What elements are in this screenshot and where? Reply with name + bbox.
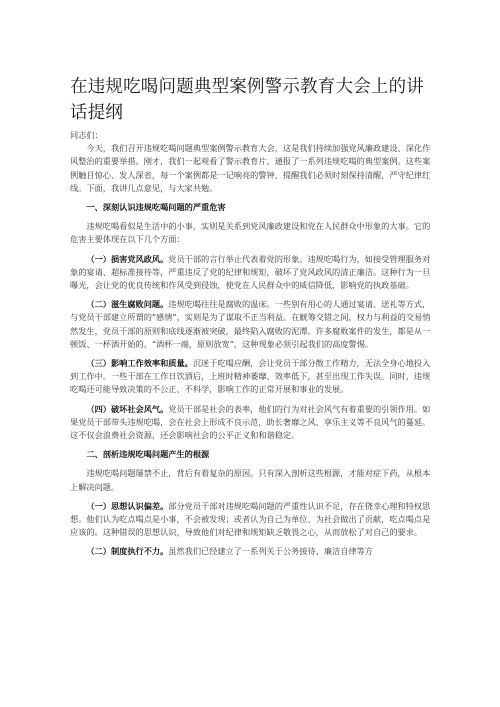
item-label: （四）破坏社会风气。 (86, 403, 169, 414)
section-1-item-2 (70, 298, 433, 351)
salutation: 同志们： (70, 130, 103, 140)
item-text: 违规吃喝往往是腐败的温床。一些别有用心的人通过宴请、送礼等方式，与党员干部建立所谓的“感情”，实则是为了谋取不正当利益。在觥筹交错之间，权力与利益的交易悄然发生，党员干部的原则和底线逐渐被突破，最终陷入腐败的泥潭。许多腐败案件的发生，都是从一顿饭、一杯酒开始的，“酒杯一端，原则放宽”，这种现象必须引起我们的高度警惕。 (70, 299, 431, 349)
section-1-item-1 (70, 253, 433, 293)
item-label: （二）滋生腐败问题。 (86, 299, 169, 310)
section-2-item-2 (70, 545, 433, 558)
section-2-lead: 违规吃喝问题屡禁不止，背后有着复杂的原因。只有深入剖析这些根源，才能对症下药，从根本上解决问题。 (70, 468, 431, 492)
item-text: 虽然我们已经建立了一系列关于公务接待、廉洁自律等方 (168, 546, 373, 557)
section-1-lead: 违规吃喝看似是生活中的小事，实则是关系到党风廉政建设和党在人民群众中形象的大事。它的危害主要体现在以下几个方面： (70, 221, 431, 245)
item-text: 党员干部的言行举止代表着党的形象。违规吃喝行为，如接受管理服务对象的宴请、超标准接待等，严重违反了党的纪律和规矩，破坏了党风政风的清正廉洁。这种行为一旦曝光，会让党的优良传统和作风受到侵蚀，使党在人民群众中的威信降低，影响党的执政基础。 (70, 253, 431, 291)
section-1-item-4 (70, 403, 433, 443)
item-label: （一）思想认识偏差。 (86, 500, 169, 511)
item-label: （三）影响工作效率和质量。 (86, 358, 193, 369)
item-text: 部分党员干部对违规吃喝问题的严重性认识不足，存在侥幸心理和特权思想。他们认为吃点喝点是小事，不会被发现；或者认为自己为单位、为社会做出了贡献，吃点喝点是应该的。这种错误的思想认识，导致他们对纪律和规矩缺乏敬畏之心，从而放松了对自己的要求。 (70, 500, 431, 538)
section-1-heading: 一、深刻认识违规吃喝问题的严重危害 (86, 202, 226, 213)
document-title: 在违规吃喝问题典型案例警示教育大会上的讲话提纲 (70, 77, 424, 123)
item-label: （一）损害党风政风。 (86, 253, 169, 264)
item-text: 党员干部是社会的表率，他们的行为对社会风气有着重要的引领作用。如果党员干部带头违规吃喝，会在社会上形成不良示范，助长奢靡之风、享乐主义等不良风气的蔓延。这不仅会浪费社会资源，还会影响社会的公平正义和和谐稳定。 (70, 403, 431, 441)
section-2-item-1 (70, 500, 433, 540)
section-2-heading: 二、剖析违规吃喝问题产生的根源 (86, 449, 210, 460)
item-label: （二）制度执行不力。 (86, 546, 169, 557)
section-1-item-3 (70, 357, 433, 397)
item-text: 沉迷于吃喝应酬，会让党员干部分散工作精力，无法全身心地投入到工作中。一些干部在工作日饮酒后，上班时精神萎靡、效率低下，甚至出现工作失误。同时，违规吃喝还可能导致决策的不公正、不科学，影响工作的正常开展和事业的发展。 (70, 358, 431, 395)
document-body (70, 129, 433, 559)
intro-paragraph: 今天，我们召开违规吃喝问题典型案例警示教育大会，这是我们持续加强党风廉政建设、深化作风整治的重要举措。刚才，我们一起观看了警示教育片，通报了一系列违规吃喝的典型案例。这些案例触目惊心、发人深省，每一个案例都是一记响亮的警钟，提醒我们必须时刻保持清醒，严守纪律红线。下面，我讲几点意见，与大家共勉。 (70, 143, 431, 193)
